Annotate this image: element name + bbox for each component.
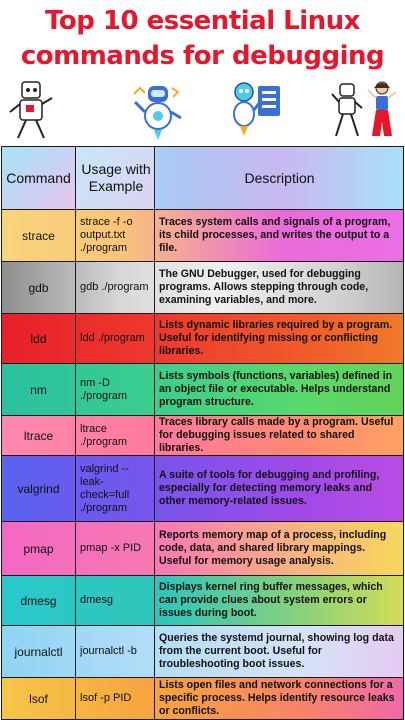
command-cell: gdb (2, 262, 76, 314)
table-row (2, 626, 404, 678)
command-cell: nm (2, 364, 76, 416)
table-row (2, 416, 404, 456)
command-cell: ltrace (2, 416, 76, 456)
usage-cell: journalctl -b (76, 626, 155, 678)
usage-cell: ltrace ./program (76, 416, 155, 456)
table-row (2, 678, 404, 720)
commands-table (1, 146, 404, 720)
robot-left-icon (6, 80, 56, 142)
description-cell: Traces library calls made by a program. Useful for debugging issues related to shared libraries. (155, 416, 404, 456)
description-cell: Displays kernel ring buffer messages, which can provide clues about system errors or issues during boot. (155, 576, 404, 626)
table-row (2, 210, 404, 262)
usage-cell: strace -f -o output.txt ./program (76, 210, 155, 262)
table-row (2, 314, 404, 364)
usage-cell: valgrind --leak-check=full ./program (76, 456, 155, 522)
robot-checklist-icon (228, 80, 284, 142)
header-description: Description (155, 147, 404, 210)
description-cell: Traces system calls and signals of a program, its child processes, and writes the output to a file. (155, 210, 404, 262)
command-cell: dmesg (2, 576, 76, 626)
description-cell: Lists symbols (functions, variables) defined in an object file or executable. Helps understand program structure. (155, 364, 404, 416)
usage-cell: dmesg (76, 576, 155, 626)
usage-cell: pmap -x PID (76, 522, 155, 576)
command-cell: valgrind (2, 456, 76, 522)
table-row (2, 522, 404, 576)
page-title: Top 10 essential Linux commands for debugging (20, 6, 385, 71)
description-cell: A suite of tools for debugging and profiling, especially for detecting memory leaks and other memory-related issues. (155, 456, 404, 522)
header-command: Command (2, 147, 76, 210)
dancing-robots-icon (330, 80, 402, 142)
table-row (2, 576, 404, 626)
table-header-row (2, 147, 404, 210)
description-cell: Queries the systemd journal, showing log data from the current boot. Useful for troubleshooting boot issues. (155, 626, 404, 678)
command-cell: pmap (2, 522, 76, 576)
command-cell: strace (2, 210, 76, 262)
usage-cell: gdb ./program (76, 262, 155, 314)
usage-cell: nm -D ./program (76, 364, 155, 416)
description-cell: Lists dynamic libraries required by a program. Useful for identifying missing or conflicting libraries. (155, 314, 404, 364)
description-cell: Reports memory map of a process, including code, data, and shared library mappings. Useful for memory usage analysis. (155, 522, 404, 576)
description-cell: Lists open files and network connections for a specific process. Helps identify resource leaks or conflicts. (155, 678, 404, 720)
flying-robot-icon (128, 80, 186, 142)
table-row (2, 262, 404, 314)
command-cell: lsof (2, 678, 76, 720)
command-cell: ldd (2, 314, 76, 364)
table-row (2, 364, 404, 416)
description-cell: The GNU Debugger, used for debugging programs. Allows stepping through code, examining variables, and more. (155, 262, 404, 314)
command-cell: journalctl (2, 626, 76, 678)
header-usage: Usage with Example (76, 147, 155, 210)
usage-cell: lsof -p PID (76, 678, 155, 720)
usage-cell: ldd ./program (76, 314, 155, 364)
table-row (2, 456, 404, 522)
